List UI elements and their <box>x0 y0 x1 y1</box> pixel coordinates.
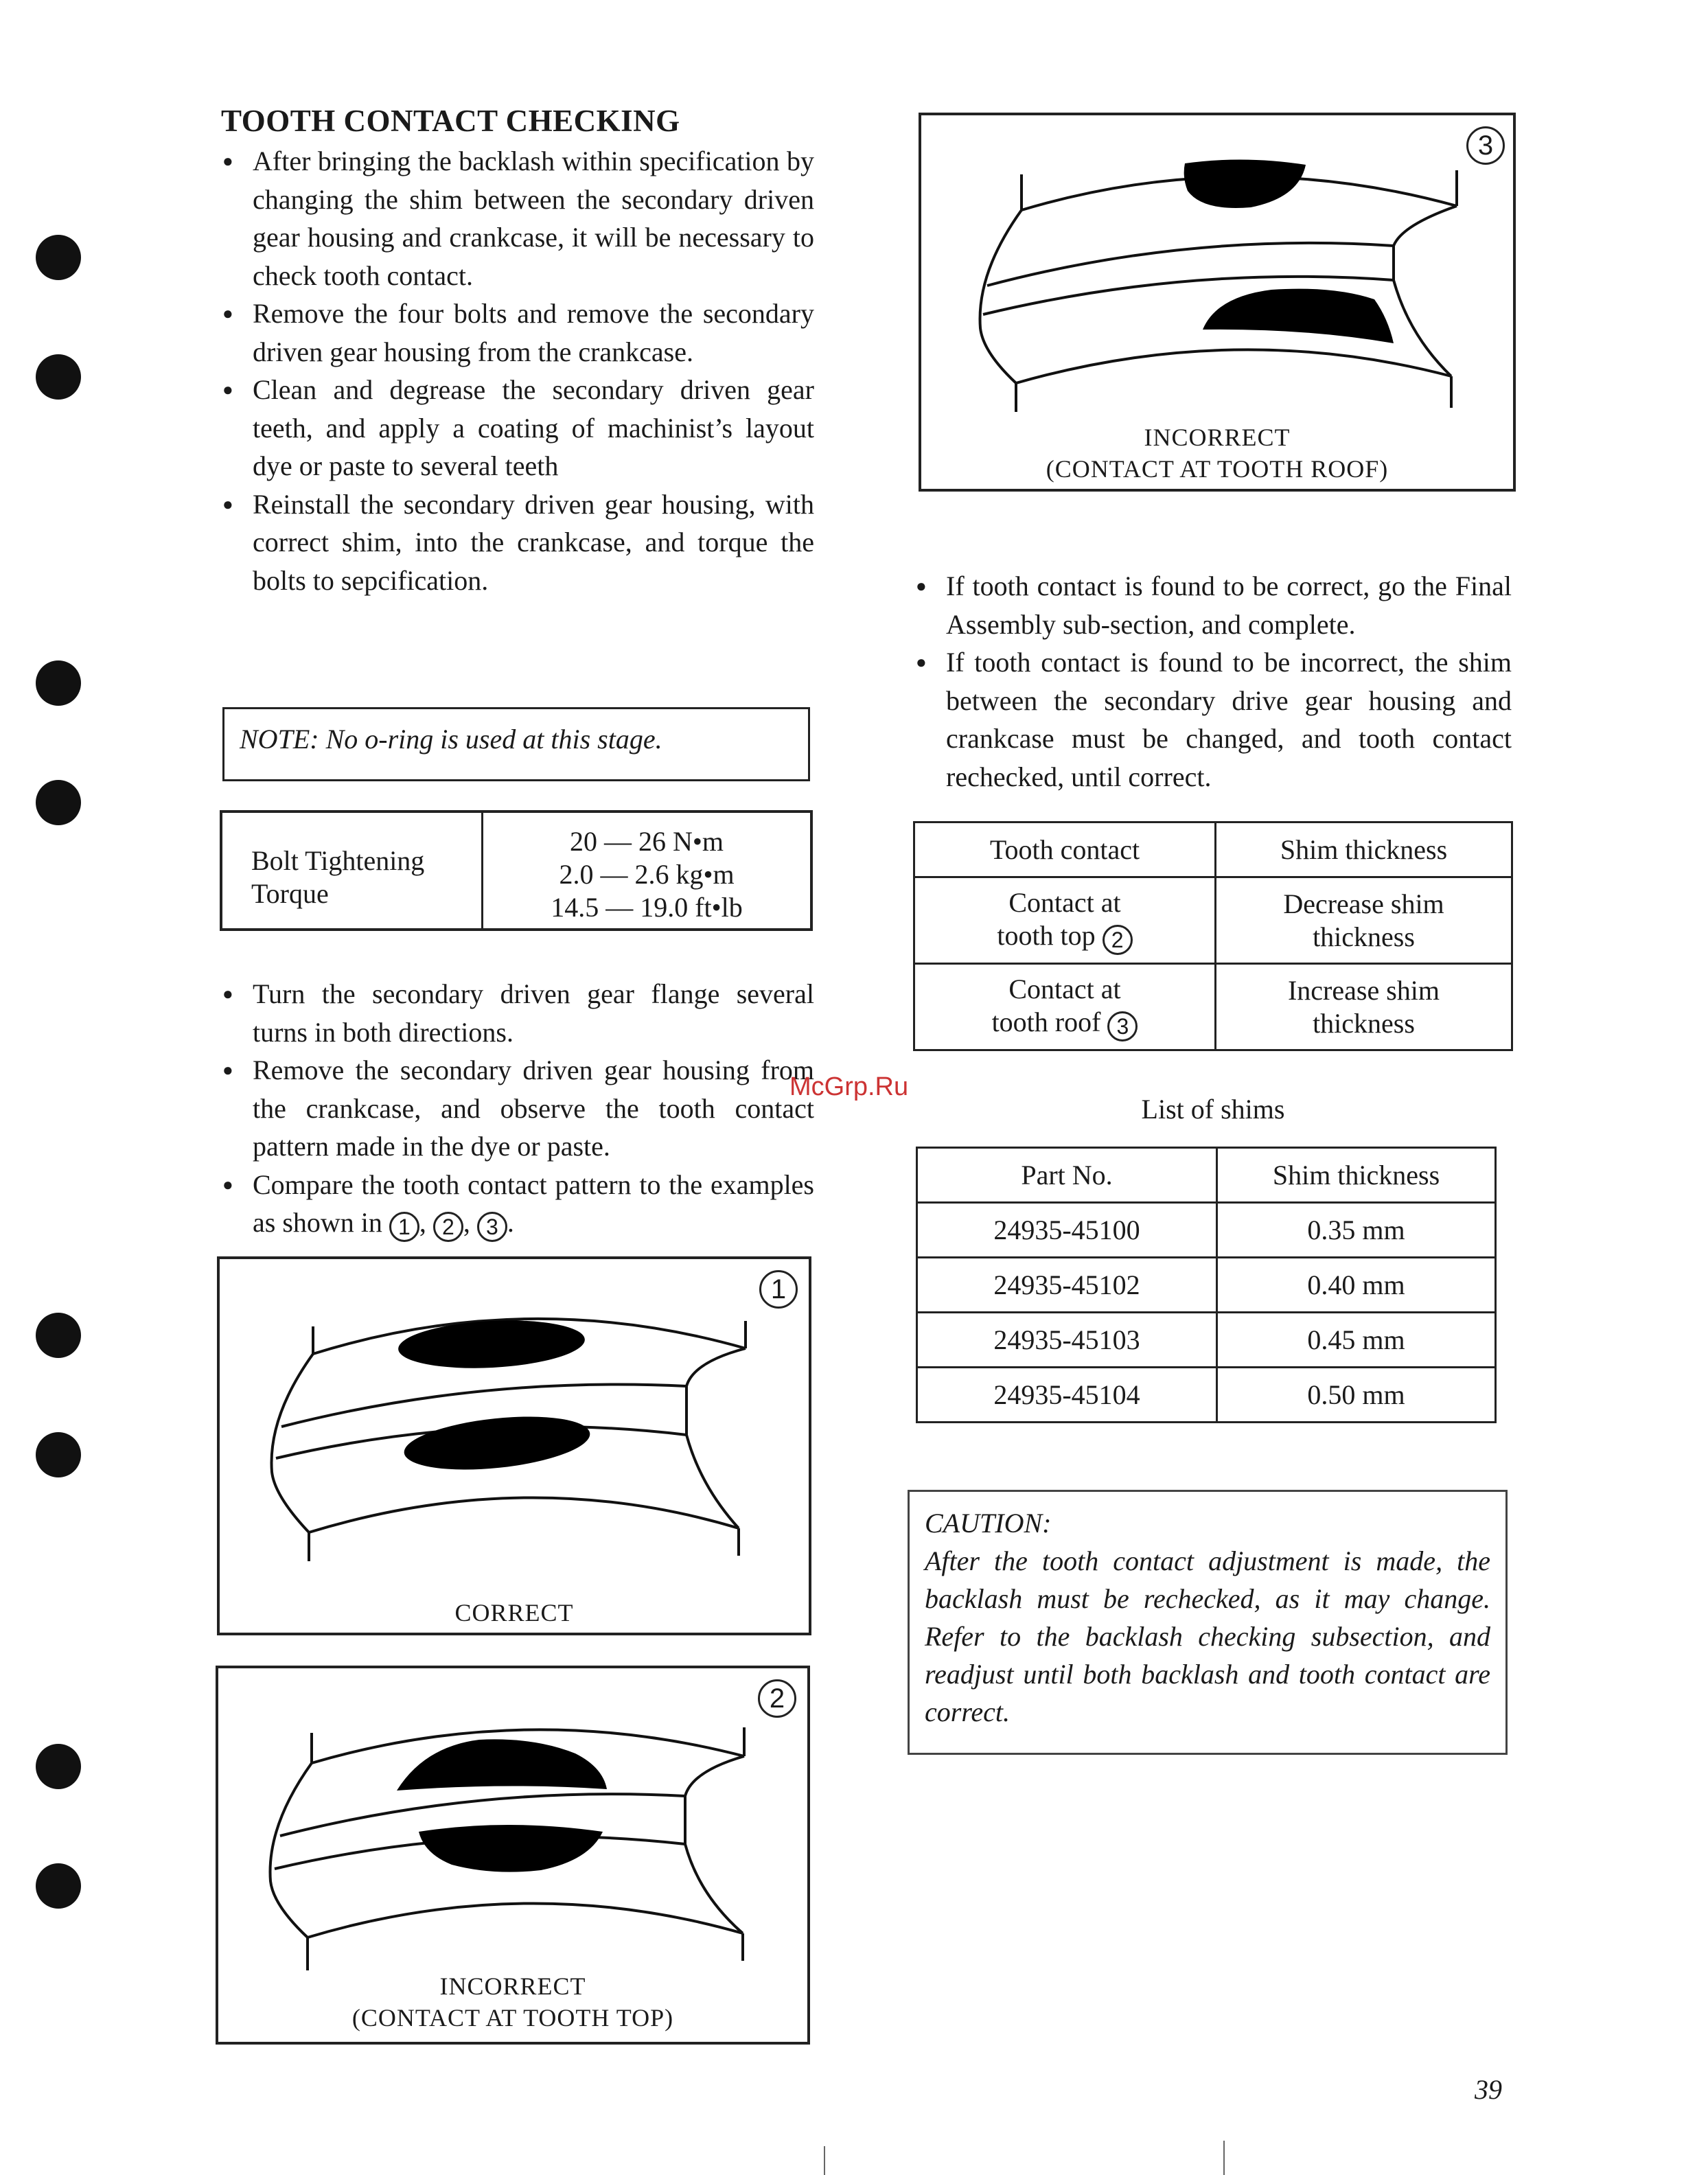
torque-label-line: Bolt Tightening <box>251 845 425 876</box>
binder-hole <box>36 235 81 280</box>
steps-list-c <box>914 567 1512 796</box>
figure-caption: (CONTACT AT TOOTH TOP) <box>351 2004 674 2032</box>
figure-ref: 3 <box>477 1212 507 1242</box>
table-row <box>914 877 1512 964</box>
table-header-row <box>914 822 1512 877</box>
cell-text: tooth roof <box>991 1006 1101 1037</box>
torque-value: 14.5 — 19.0 ft•lb <box>551 892 743 923</box>
figure-incorrect-roof <box>919 113 1516 492</box>
table-cell: 24935-45100 <box>917 1203 1217 1258</box>
step-item: ● After bringing the backlash within specification by changing the shim between the secondary driven gear housing and crankcase, it will be necessary to check tooth contact. <box>221 142 814 295</box>
figure-correct <box>217 1256 811 1635</box>
figure-incorrect-top <box>216 1666 810 2045</box>
step-item: ● Clean and degrease the secondary driven gear teeth, and apply a coating of machinist’s layout dye or paste to several teeth <box>221 371 814 485</box>
tooth-contact-table <box>913 821 1513 1051</box>
binder-hole <box>36 1432 81 1477</box>
page-number: 39 <box>1475 2074 1502 2105</box>
note-box: NOTE: No o-ring is used at this stage. <box>222 707 810 781</box>
cell-line <box>915 1006 1214 1042</box>
table-cell <box>1216 964 1512 1050</box>
shims-list-title: List of shims <box>1141 1094 1285 1125</box>
cell-line <box>915 919 1214 955</box>
table-cell: 24935-45103 <box>917 1313 1217 1368</box>
step-item: ● If tooth contact is found to be incorrect, the shim between the secondary drive gear housing and crankcase must be changed, and tooth contact rechecked, until correct. <box>914 643 1512 796</box>
figure-caption: CORRECT <box>454 1599 574 1626</box>
table-cell <box>914 877 1216 964</box>
table-cell: 0.40 mm <box>1217 1258 1496 1313</box>
table-header-row <box>917 1148 1496 1203</box>
figure-ref: 3 <box>1107 1011 1138 1042</box>
scan-mark <box>824 2146 825 2175</box>
figure-number-badge: 3 <box>1466 126 1505 165</box>
cell-line: Decrease shim <box>1283 888 1444 919</box>
contact-patch-lower <box>1203 289 1394 343</box>
caution-title: CAUTION: <box>925 1508 1052 1539</box>
contact-patch-upper <box>397 1316 586 1372</box>
cell-line: Contact at <box>1008 973 1121 1004</box>
table-cell: 24935-45102 <box>917 1258 1217 1313</box>
table-header-cell: Tooth contact <box>914 822 1216 877</box>
caution-text: After the tooth contact adjustment is made, the backlash must be rechecked, as it may change. Refer to the backlash checking subsection, and readjust until both backlash and tooth contact are correct. <box>925 1545 1490 1727</box>
cell-line: thickness <box>1313 921 1415 952</box>
step-item: ● Turn the secondary driven gear flange several turns in both directions. <box>221 975 814 1051</box>
binder-hole <box>36 780 81 825</box>
contact-patch-upper <box>397 1739 607 1791</box>
binder-hole <box>36 354 81 400</box>
shims-table <box>916 1147 1497 1423</box>
steps-list-b <box>221 975 814 1242</box>
torque-values <box>483 813 810 941</box>
binder-hole <box>36 1744 81 1789</box>
cell-line: Increase shim <box>1287 974 1440 1006</box>
table-header-cell: Shim thickness <box>1216 822 1512 877</box>
figure-ref: 2 <box>1103 925 1133 955</box>
torque-spec-table <box>220 810 813 931</box>
table-cell: 0.35 mm <box>1217 1203 1496 1258</box>
section-heading: TOOTH CONTACT CHECKING <box>221 104 680 138</box>
contact-patch-lower <box>419 1825 603 1872</box>
table-cell <box>1216 877 1512 964</box>
step-text: Compare the tooth contact pattern to the examples as shown in <box>253 1169 814 1238</box>
figure-caption: INCORRECT <box>1144 424 1291 451</box>
scan-mark <box>1223 2141 1225 2175</box>
table-row <box>914 964 1512 1050</box>
cell-line: thickness <box>1313 1007 1415 1039</box>
step-item: ● If tooth contact is found to be correct, go the Final Assembly sub-section, and complete. <box>914 567 1512 643</box>
table-cell <box>914 964 1216 1050</box>
step-item: ● Compare the tooth contact pattern to the examples as shown in 1 , 2 , 3 . <box>221 1166 814 1243</box>
table-row <box>917 1258 1496 1313</box>
binder-hole <box>36 1863 81 1909</box>
watermark: McGrp.Ru <box>789 1072 909 1101</box>
table-header-cell: Part No. <box>917 1148 1217 1203</box>
gear-tooth-diagram <box>220 1259 814 1638</box>
figure-ref: 1 <box>389 1212 419 1242</box>
torque-label <box>222 813 483 928</box>
contact-patch-upper <box>1184 159 1306 208</box>
table-row <box>917 1203 1496 1258</box>
figure-number-badge: 1 <box>759 1270 798 1309</box>
table-cell: 0.50 mm <box>1217 1368 1496 1423</box>
figure-caption: (CONTACT AT TOOTH ROOF) <box>1046 455 1389 483</box>
table-row <box>917 1313 1496 1368</box>
figure-ref: 2 <box>433 1212 463 1242</box>
cell-line: Contact at <box>1008 886 1121 918</box>
table-header-cell: Shim thickness <box>1217 1148 1496 1203</box>
table-row <box>917 1368 1496 1423</box>
binder-hole <box>36 660 81 706</box>
figure-number-badge: 2 <box>758 1679 796 1718</box>
binder-hole <box>36 1313 81 1358</box>
steps-list-a <box>221 142 814 599</box>
step-item: ● Remove the secondary driven gear housing from the crankcase, and observe the tooth contact pattern made in the dye or paste. <box>221 1051 814 1166</box>
step-item: ● Remove the four bolts and remove the secondary driven gear housing from the crankcase. <box>221 295 814 371</box>
figure-caption: INCORRECT <box>439 1972 586 2000</box>
table-cell: 24935-45104 <box>917 1368 1217 1423</box>
torque-label-line: Torque <box>251 878 329 909</box>
step-item: ● Reinstall the secondary driven gear housing, with correct shim, into the crankcase, and torque the bolts to sepcification. <box>221 485 814 600</box>
torque-value: 2.0 — 2.6 kg•m <box>559 859 735 890</box>
torque-value: 20 — 26 N•m <box>569 826 724 857</box>
table-cell: 0.45 mm <box>1217 1313 1496 1368</box>
cell-text: tooth top <box>997 919 1096 951</box>
caution-box <box>908 1490 1508 1755</box>
contact-patch-lower <box>402 1409 592 1477</box>
